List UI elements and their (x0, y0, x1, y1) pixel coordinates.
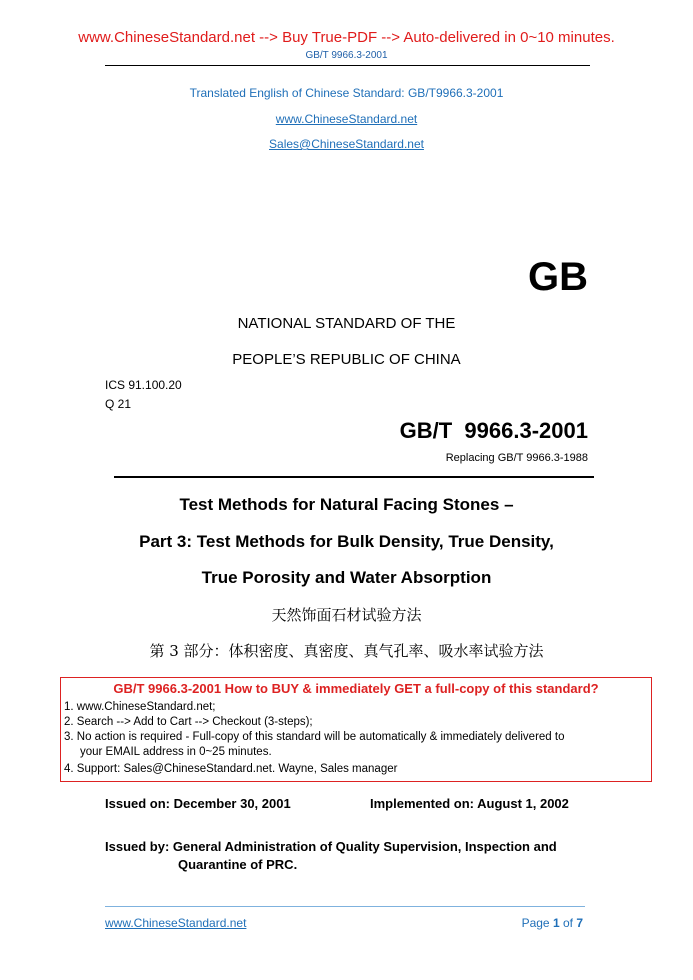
page-total: 7 (576, 916, 583, 930)
buy-instructions-box (60, 677, 652, 782)
buy-step-4: 4. Support: Sales@ChineseStandard.net. Wayne, Sales manager (64, 763, 398, 775)
translated-note: Translated English of Chinese Standard: GB/T9966.3-2001 (189, 86, 504, 100)
website-link[interactable]: www.ChineseStandard.net (275, 112, 418, 126)
implemented-on: Implemented on: August 1, 2002 (370, 796, 569, 811)
email-link[interactable]: Sales@ChineseStandard.net (269, 137, 424, 151)
issued-by-line2: Quarantine of PRC. (178, 857, 298, 872)
issued-by-label: Issued by: (105, 839, 170, 854)
header-std-code: GB/T 9966.3-2001 (305, 50, 388, 61)
title-line3: True Porosity and Water Absorption (201, 568, 492, 587)
footer-website-link[interactable]: www.ChineseStandard.net (105, 916, 247, 930)
q-code: Q 21 (105, 397, 132, 411)
title-line1: Test Methods for Natural Facing Stones – (179, 495, 514, 514)
page-of: of (559, 916, 577, 930)
title-line2: Part 3: Test Methods for Bulk Density, True Density, (139, 532, 554, 551)
header-divider (105, 65, 590, 66)
issued-by-line1: General Administration of Quality Supervision, Inspection and (172, 839, 557, 854)
top-banner[interactable]: www.ChineseStandard.net --> Buy True-PDF --> Auto-delivered in 0~10 minutes. (78, 29, 615, 46)
title-divider (114, 476, 594, 478)
buy-step-1: 1. www.ChineseStandard.net; (64, 701, 216, 713)
chinese-title2: 第 3 部分：体积密度、真密度、真气孔率、吸水率试验方法 (149, 642, 544, 660)
national-standard-line1: NATIONAL STANDARD OF THE (237, 315, 456, 332)
footer-divider (105, 906, 585, 907)
ics-code: ICS 91.100.20 (105, 378, 182, 392)
national-standard-line2: PEOPLE’S REPUBLIC OF CHINA (232, 351, 461, 368)
buy-step-3: 3. No action is required - Full-copy of this standard will be automatically & immediately delivered to (64, 731, 565, 743)
buy-step-2: 2. Search --> Add to Cart --> Checkout (3-steps); (64, 716, 313, 728)
buy-heading: GB/T 9966.3-2001 How to BUY & immediately GET a full-copy of this standard? (113, 681, 599, 696)
buy-step-3-cont: your EMAIL address in 0~25 minutes. (64, 746, 272, 758)
page-number: 1 (552, 916, 560, 930)
issued-by-block (105, 838, 557, 874)
replacing-note: Replacing GB/T 9966.3-1988 (445, 452, 588, 464)
chinese-title1: 天然饰面石材试验方法 (271, 606, 422, 624)
page-indicator (522, 916, 583, 930)
gb-mark: GB (528, 255, 588, 299)
issued-on: Issued on: December 30, 2001 (105, 796, 291, 811)
page-label: Page (521, 916, 553, 930)
standard-number: GB/T 9966.3-2001 (399, 418, 588, 443)
